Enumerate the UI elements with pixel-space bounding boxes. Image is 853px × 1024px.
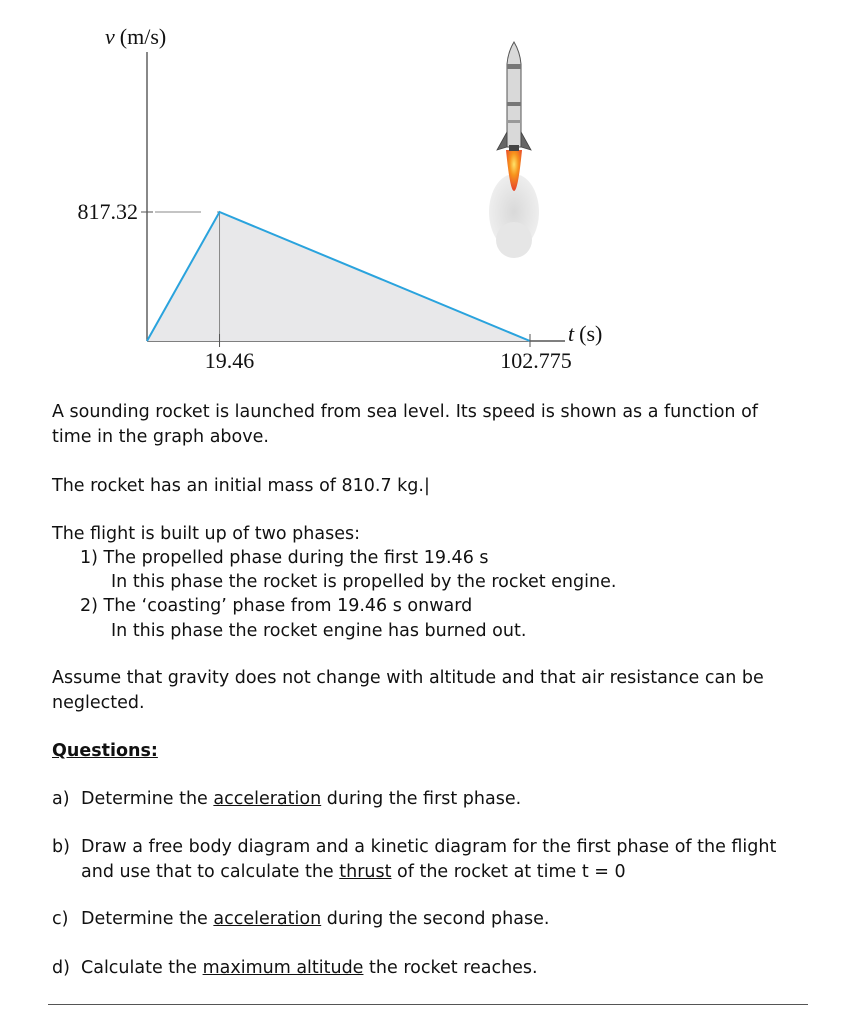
y-tick-label: 817.32: [77, 199, 138, 224]
mass-statement: The rocket has an initial mass of 810.7 kg.|: [52, 476, 430, 496]
phases-intro: The flight is built up of two phases:: [52, 524, 360, 544]
bottom-divider: [48, 1004, 808, 1005]
phase-2-description: In this phase the rocket engine has burned out.: [111, 621, 527, 641]
intro-line-1: A sounding rocket is launched from sea level. Its speed is shown as a function of: [52, 402, 758, 422]
velocity-area: [147, 212, 530, 341]
question-d: d) Calculate the maximum altitude the rocket reaches.: [52, 958, 538, 978]
question-c: c) Determine the acceleration during the second phase.: [52, 909, 550, 929]
velocity-time-chart: [0, 0, 853, 390]
questions-heading: Questions:: [52, 741, 158, 761]
phase-2-title: 2) The ‘coasting’ phase from 19.46 s onward: [80, 596, 473, 616]
y-axis-label: v (m/s): [105, 24, 167, 49]
x-axis-label: t (s): [568, 321, 603, 346]
phase-1-description: In this phase the rocket is propelled by the rocket engine.: [111, 572, 617, 592]
question-a: a) Determine the acceleration during the first phase.: [52, 789, 522, 809]
assumption-line-2: neglected.: [52, 693, 145, 713]
question-b: b) Draw a free body diagram and a kinetic diagram for the first phase of the flight and use that to calculate the thrust of the rocket at time t = 0: [52, 837, 777, 882]
intro-line-2: time in the graph above.: [52, 427, 269, 447]
phase-1-title: 1) The propelled phase during the first 19.46 s: [80, 548, 489, 568]
x-tick-label-102.775: 102.775: [500, 348, 572, 373]
rocket-icon: [489, 42, 539, 258]
x-tick-label-19.46: 19.46: [204, 348, 255, 373]
assumption-line-1: Assume that gravity does not change with altitude and that air resistance can be: [52, 668, 764, 688]
